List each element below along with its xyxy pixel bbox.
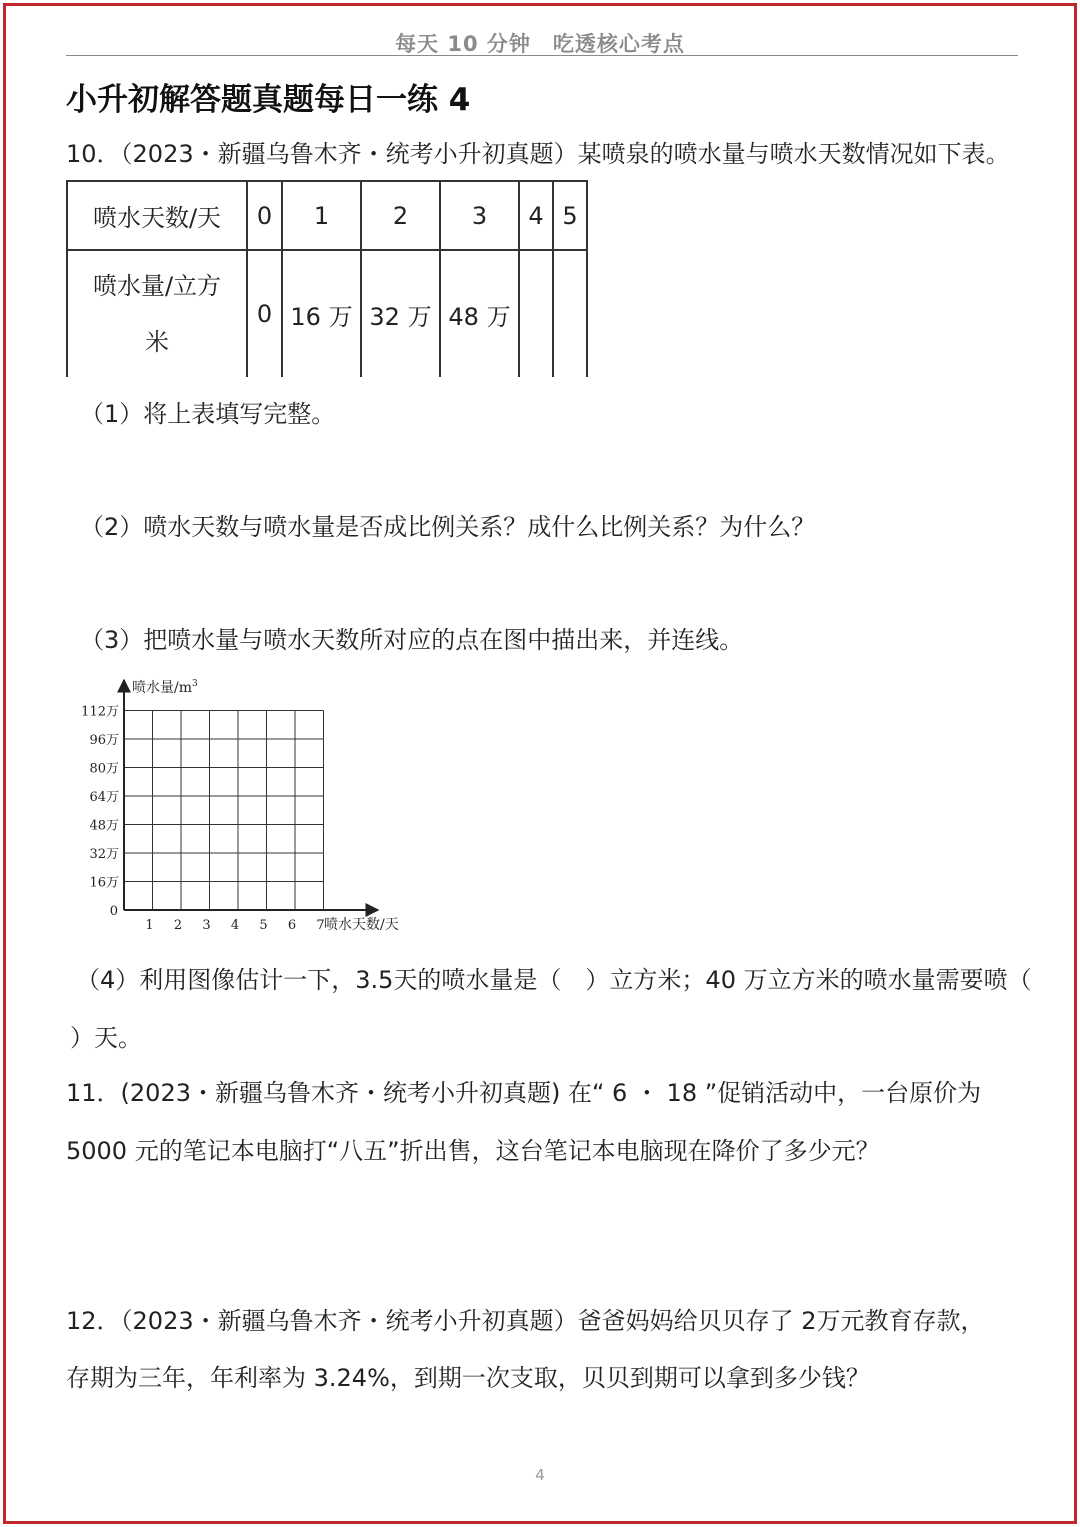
question-10-part-2: （2）喷水天数与喷水量是否成比例关系？成什么比例关系？为什么？: [80, 513, 816, 541]
table-header-amount: [67, 250, 247, 377]
table-cell: 48 万: [440, 250, 519, 377]
question-10-part-4-line-1: （4）利用图像估计一下，3.5天的喷水量是（ ）立方米；40 万立方米的喷水量需要喷（: [76, 966, 1032, 994]
table-cell: 1: [282, 181, 361, 250]
question-10-part-1: （1）将上表填写完整。: [80, 400, 336, 428]
table-header-days: 喷水天数/天: [67, 181, 247, 250]
question-10-part-3: （3）把喷水量与喷水天数所对应的点在图中描出来，并连线。: [80, 626, 744, 654]
header-divider: [66, 55, 1018, 56]
question-11-line-2: 5000 元的笔记本电脑打“八五”折出售，这台笔记本电脑现在降价了多少元？: [66, 1137, 880, 1165]
blank-coordinate-grid: [60, 670, 440, 940]
y-tick-label: 32万: [89, 847, 119, 862]
document-title: 小升初解答题真题每日一练 4: [66, 82, 471, 118]
x-tick-label: 5: [259, 918, 268, 933]
y-tick-label: 80万: [89, 761, 119, 777]
y-axis-label-text: 喷水量/m: [132, 680, 192, 696]
x-tick-label: 1: [145, 918, 154, 933]
y-tick-label: 16万: [89, 875, 119, 891]
page-header: 每天 10 分钟 吃透核心考点: [395, 32, 685, 56]
table-cell-blank: [553, 250, 587, 377]
question-10-intro: 10．（2023・新疆乌鲁木齐・统考小升初真题）某喷泉的喷水量与喷水天数情况如下表。: [66, 140, 1010, 168]
table-cell: 0: [247, 250, 282, 377]
x-tick-label: 6: [287, 918, 297, 933]
table-cell: 0: [247, 181, 282, 250]
question-10-part-4-line-2: ）天。: [70, 1024, 142, 1052]
question-11-line-1: 11．(2023・新疆乌鲁木齐・统考小升初真题) 在“ 6 ・ 18 ”促销活动中，一台原价为: [66, 1079, 982, 1107]
table-cell: 5: [553, 181, 587, 250]
table-cell: 3: [440, 181, 519, 250]
table-cell-blank: [519, 250, 553, 377]
x-tick-label: 7: [316, 918, 325, 933]
y-tick-label: 112万: [81, 704, 119, 720]
y-tick-labels: [81, 705, 119, 891]
table-cell: 4: [519, 181, 553, 250]
grid-lines: [124, 711, 324, 911]
x-axis-label: 喷水天数/天: [324, 917, 399, 933]
table-header-amount-line1: 喷水量/立方: [92, 272, 222, 300]
spray-table: [66, 180, 588, 377]
table-cell: 32 万: [361, 250, 440, 377]
table-header-amount-line2: 米: [145, 328, 169, 356]
table-cell: 16 万: [282, 250, 361, 377]
x-tick-label: 4: [230, 918, 240, 933]
y-axis-label: [132, 679, 198, 696]
y-tick-label: 96万: [89, 733, 119, 748]
question-12-line-2: 存期为三年，年利率为 3.24%，到期一次支取，贝贝到期可以拿到多少钱？: [66, 1364, 870, 1392]
table-cell: 2: [361, 181, 440, 250]
origin-label: 0: [109, 904, 118, 919]
y-axis-label-superscript: 3: [192, 679, 198, 689]
y-tick-label: 48万: [89, 818, 119, 834]
table-row: [67, 250, 587, 377]
table-row: [67, 181, 587, 250]
y-tick-label: 64万: [89, 790, 119, 805]
x-tick-label: 3: [202, 918, 211, 933]
x-tick-labels: [145, 918, 324, 933]
page-number: 4: [535, 1466, 545, 1484]
x-tick-label: 2: [173, 918, 183, 933]
question-12-line-1: 12．（2023・新疆乌鲁木齐・统考小升初真题）爸爸妈妈给贝贝存了 2万元教育存款，: [66, 1307, 985, 1335]
